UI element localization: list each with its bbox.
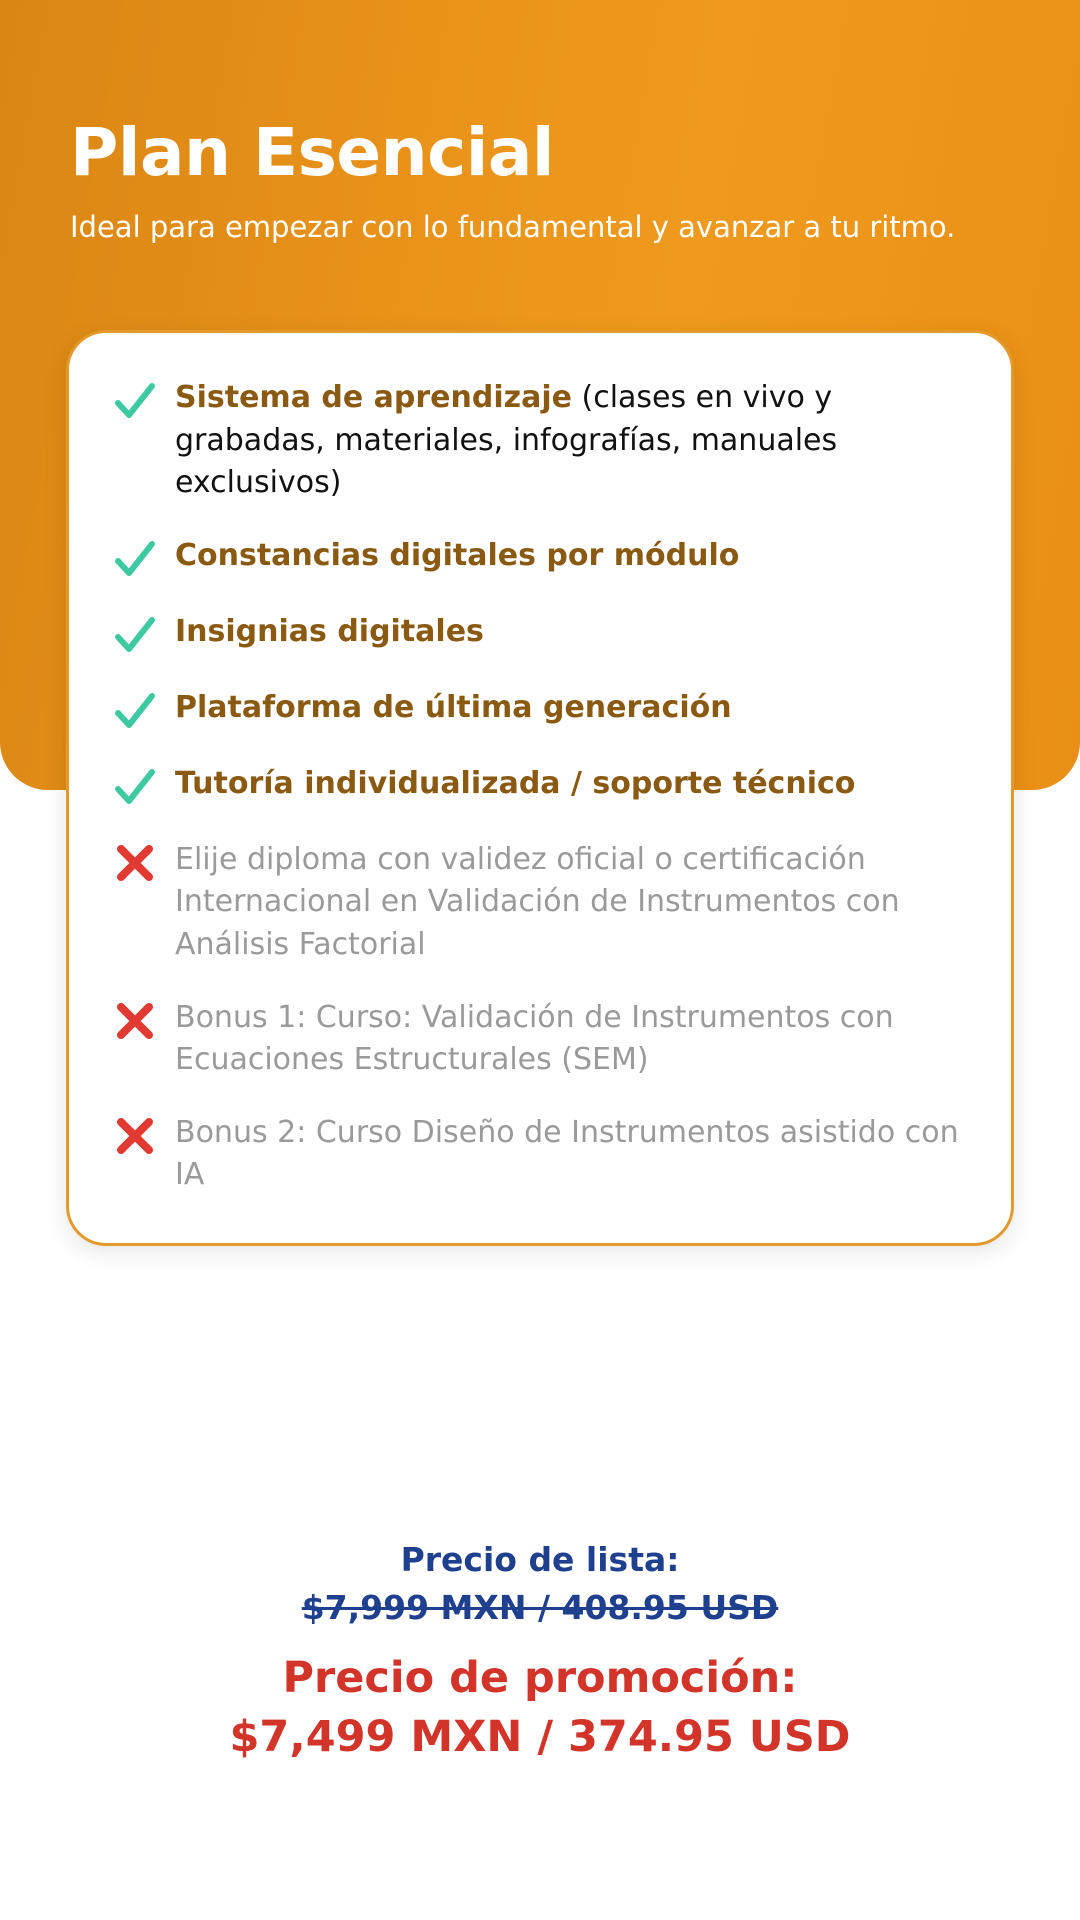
list-item xyxy=(113,687,967,733)
list-item-text: Bonus 2: Curso Diseño de Instrumentos asistido con IA xyxy=(175,1114,959,1193)
list-item xyxy=(113,763,967,809)
cross-icon xyxy=(113,839,175,885)
list-item xyxy=(113,839,967,967)
list-item-strong: Plataforma de última generación xyxy=(175,689,732,725)
features-card xyxy=(66,330,1014,1246)
list-item-text: Elije diploma con validez oficial o certificación Internacional en Validación de Instrumentos con Análisis Factorial xyxy=(175,841,900,962)
cross-icon xyxy=(113,1112,175,1158)
check-icon xyxy=(113,377,175,423)
list-item-text xyxy=(175,687,967,730)
list-item-strong: Constancias digitales por módulo xyxy=(175,537,740,573)
promo-price-label: Precio de promoción: xyxy=(282,1653,798,1704)
list-item-rest: (clases en vivo y grabadas, materiales, infografías, manuales exclusivos) xyxy=(175,380,838,501)
list-item xyxy=(113,997,967,1082)
list-item-text: Bonus 1: Curso: Validación de Instrumentos con Ecuaciones Estructurales (SEM) xyxy=(175,999,894,1078)
list-item-strong: Sistema de aprendizaje xyxy=(175,380,572,415)
check-icon xyxy=(113,611,175,657)
list-item-strong: Insignias digitales xyxy=(175,613,484,649)
check-icon xyxy=(113,687,175,733)
check-icon xyxy=(113,535,175,581)
promo-price-value: $7,499 MXN / 374.95 USD xyxy=(229,1711,851,1762)
pricing-block xyxy=(0,1540,1080,1763)
list-item-text xyxy=(175,611,967,654)
list-item xyxy=(113,535,967,581)
page-subtitle: Ideal para empezar con lo fundamental y avanzar a tu ritmo. xyxy=(70,210,956,245)
list-price-label: Precio de lista: xyxy=(400,1540,680,1579)
list-item-strong: Tutoría individualizada / soporte técnico xyxy=(175,765,856,801)
check-icon xyxy=(113,763,175,809)
list-price-value: $7,999 MXN / 408.95 USD xyxy=(301,1587,779,1627)
list-item-text xyxy=(175,377,967,505)
list-item xyxy=(113,611,967,657)
list-item xyxy=(113,377,967,505)
list-item-text xyxy=(175,763,967,806)
page-title: Plan Esencial xyxy=(70,114,555,191)
cross-icon xyxy=(113,997,175,1043)
list-item xyxy=(113,1112,967,1197)
header-content xyxy=(70,114,1020,246)
list-item-text xyxy=(175,535,967,578)
